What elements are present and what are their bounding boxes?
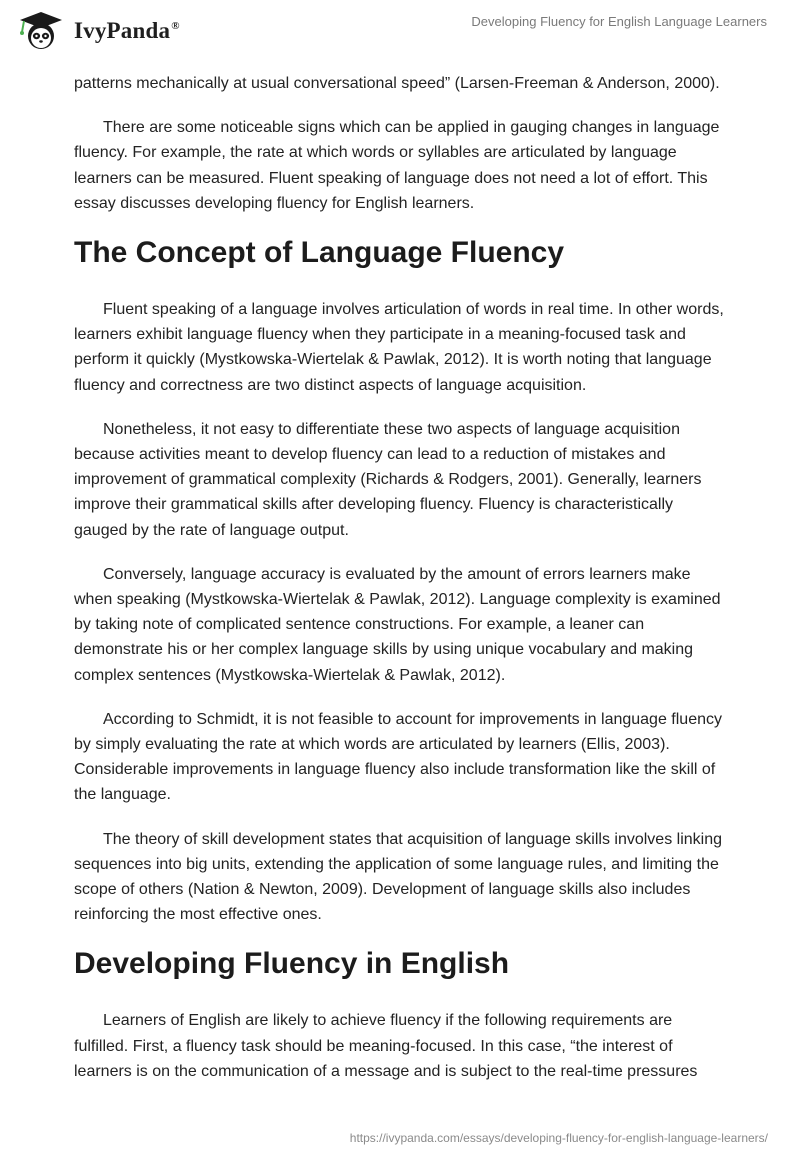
brand-text: IvyPanda bbox=[74, 18, 171, 43]
page-header bbox=[0, 0, 800, 60]
running-title: Developing Fluency for English Language Learners bbox=[471, 14, 767, 29]
paragraph: There are some noticeable signs which can be applied in gauging changes in language fluency. For example, the rate at which words or syllables are articulated by language learners can be measured. Fluent speaking of language does not need a lot of effort. This essay discusses developing fluency for English learners. bbox=[74, 119, 720, 212]
registered-mark: ® bbox=[171, 20, 180, 32]
paragraph: The theory of skill development states that acquisition of language skills involves linking sequences into big units, extending the application of some language rules, and limiting the scope of others (Nation & Newton, 2009). Development of language skills also includes reinforcing the most effective ones. bbox=[74, 830, 722, 924]
brand-name bbox=[74, 18, 180, 44]
panda-graduate-icon bbox=[16, 10, 66, 52]
paragraph: According to Schmidt, it is not feasible to account for improvements in language fluency by simply evaluating the rate at which words are articulated by learners (Ellis, 2003). Considerable improvements in language fluency also include transformation like the skill of the language. bbox=[74, 710, 722, 804]
section-heading: The Concept of Language Fluency bbox=[74, 236, 565, 270]
logo[interactable] bbox=[16, 10, 180, 52]
source-url[interactable]: https://ivypanda.com/essays/developing-fluency-for-english-language-learners/ bbox=[349, 1131, 768, 1145]
paragraph: Conversely, language accuracy is evaluated by the amount of errors learners make when speaking (Mystkowska-Wiertelak & Pawlak, 2012). Language complexity is examined by taking note of complicated sentence constructions. For example, a leaner can demonstrate his or her complex language skills by using unique vocabulary and making complex sentences (Mystkowska-Wiertelak & Pawlak, 2012). bbox=[74, 565, 721, 684]
paragraph: Nonetheless, it not easy to differentiate these two aspects of language acquisition because activities meant to develop fluency can lead to a reduction of mistakes and improvement of grammatical complexity (Richards & Rodgers, 2001). Generally, learners improve their grammatical skills after developing fluency. Fluency is characteristically gauged by the rate of language output. bbox=[74, 420, 702, 539]
paragraph: Fluent speaking of a language involves articulation of words in real time. In other words, learners exhibit language fluency when they participate in a meaning-focused task and perform it quickly (Mystkowska-Wiertelak & Pawlak, 2012). It is worth noting that language fluency and correctness are two distinct aspects of language acquisition. bbox=[74, 301, 724, 394]
essay-content bbox=[74, 71, 730, 1103]
section-heading: Developing Fluency in English bbox=[74, 947, 510, 981]
paragraph: patterns mechanically at usual conversational speed” (Larsen-Freeman & Anderson, 2000). bbox=[74, 75, 720, 92]
paragraph: Learners of English are likely to achieve fluency if the following requirements are fulfilled. First, a fluency task should be meaning-focused. In this case, “the interest of learners is on the communication of a message and is subject to the real-time pressures bbox=[74, 1012, 698, 1080]
